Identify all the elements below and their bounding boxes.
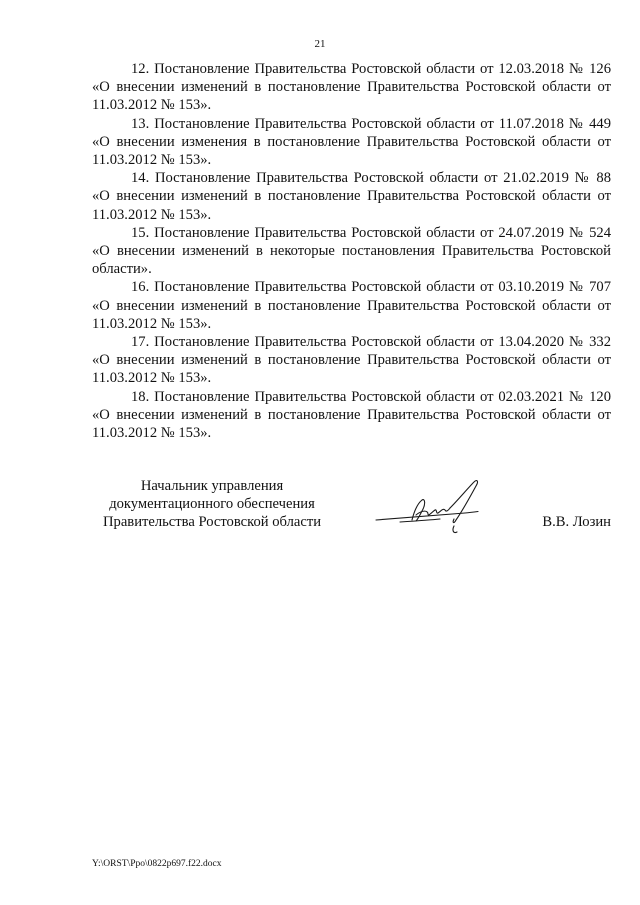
list-item: 13. Постановление Правительства Ростовской области от 11.07.2018 № 449 «О внесении изменения в постановление Правительства Ростовской области от 11.03.2012 № 153».	[92, 115, 611, 169]
signer-position-line: документационного обеспечения	[109, 496, 315, 513]
list-item: 18. Постановление Правительства Ростовской области от 02.03.2021 № 120 «О внесении изменений в постановление Правительства Ростовской области от 11.03.2012 № 153».	[92, 388, 611, 442]
signer-position-line: Начальник управления	[140, 478, 284, 494]
list-item: 17. Постановление Правительства Ростовской области от 13.04.2020 № 332 «О внесении изменений в постановление Правительства Ростовской области от 11.03.2012 № 153».	[92, 334, 611, 387]
list-item: 15. Постановление Правительства Ростовской области от 24.07.2019 № 524 «О внесении изменений в некоторые постановления Правительства Ростовской области».	[92, 224, 611, 278]
list-item: 16. Постановление Правительства Ростовской области от 03.10.2019 № 707 «О внесении изменений в постановление Правительства Ростовской области от 11.03.2012 № 153».	[92, 279, 611, 332]
file-path: Y:\ORST\Ppo\0822p697.f22.docx	[92, 859, 222, 869]
page-number: 21	[314, 38, 326, 50]
list-item: 14. Постановление Правительства Ростовской области от 21.02.2019 № 88 «О внесении изменений в постановление Правительства Ростовской области от 11.03.2012 № 153».	[92, 170, 611, 223]
handwritten-signature	[370, 474, 500, 544]
signer-position-line: Правительства Ростовской области	[102, 514, 322, 531]
signer-position	[92, 477, 332, 532]
signer-name: В.В. Лозин	[542, 514, 611, 530]
list-item: 12. Постановление Правительства Ростовской области от 12.03.2018 № 126 «О внесении изменений в постановление Правительства Ростовской области от 11.03.2012 № 153».	[92, 61, 611, 114]
document-list	[92, 60, 611, 442]
